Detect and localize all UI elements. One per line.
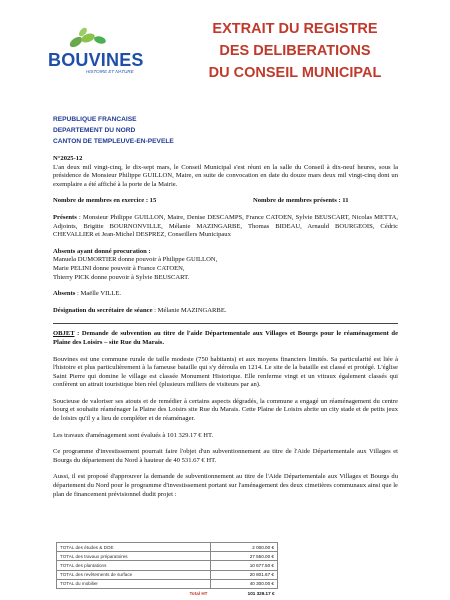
table-row (57, 552, 278, 561)
row-label: TOTAL des études & DOE (57, 543, 211, 552)
row-value: 2 000.00 € (211, 543, 278, 552)
secretary-paragraph (53, 307, 398, 316)
deliberation-number: N°2025-12 (53, 155, 83, 162)
row-label: TOTAL du mobilier (57, 579, 211, 588)
member-counts (53, 197, 398, 206)
divider (53, 323, 398, 324)
present-text: : Monsieur Philippe GUILLON, Maire, Denise DESCAMPS, France CATOEN, Sylvie BEUSCART, Nicolas METTA, Adjoints, Brigitte BOURNONVILLE, Mélanie MAZINGARBE, Thomas BIDEAU, Arnauld BOURGEOIS, Cédric CHEVALLIER et Jean-Michel DESPREZ, Conseillers Municipaux (53, 213, 398, 239)
proxy-item: Thierry PICK donne pouvoir à Sylvie BEUSCART. (53, 273, 190, 281)
total-label: Total HT (189, 590, 208, 596)
bouvines-logo (46, 26, 144, 76)
financing-table (56, 542, 278, 597)
title-line-2: DES DELIBERATIONS (219, 43, 371, 59)
proxy-label: Absents ayant donné procuration : (53, 247, 151, 255)
row-value: 27 550.00 € (211, 552, 278, 561)
title-line-1: EXTRAIT DU REGISTRE (212, 21, 378, 37)
row-label: TOTAL des plantations (57, 561, 211, 570)
table-row (57, 543, 278, 552)
intro-paragraph: L'an deux mil vingt-cinq, le dix-sept mars, le Conseil Municipal s'est réuni en la salle du Conseil à dix-neuf heures, sous la présidence de Monsieur Philippe GUILLON, Maire, en suite de convocation en date du douze mars deux mil vingt-cinq dont un exemplaire a été affiché à la porte de la Mairie. (53, 163, 398, 188)
project-paragraph: Soucieuse de valoriser ses atouts et de remédier à certains aspects dégradés, la commune a engagé un réaménagement du centre bourg et souhaite réaménager la Plaine des Loisirs site Rue du Marais. Cette Plaine de Loisirs abrite un city stade et de petits jeux de loisirs qu'il y a lieu de compléter et de réaménager. (53, 397, 398, 423)
absents-text: : Maëlle VILLE. (75, 290, 122, 298)
secretary-label: Désignation du secrétaire de séance (53, 306, 153, 314)
absents-paragraph (53, 290, 398, 299)
present-label: Présents (53, 213, 77, 221)
table-row (57, 579, 278, 588)
members-in-office: Nombre de membres en exercice : 15 (53, 197, 157, 205)
object-text: : Demande de subvention au titre de l'aide Départementale aux Villages et Bourgs pour le réaménagement de Plaine des Loisirs – site Rue du Marais. (53, 330, 398, 346)
proxy-item: Marie PELINI donne pouvoir à France CATOEN, (53, 264, 185, 272)
members-present: Nombre de membres présents : 11 (253, 197, 349, 205)
logo-name: BOUVINES (48, 50, 144, 70)
proposal-paragraph: Aussi, il est proposé d'approuver la demande de subventionnement au titre de l'Aide Départementale aux Villages et Bourgs du département du Nord pour le programme d'investissement portant sur l'aménagement des deux cimetières communaux ainsi que le plan de financement prévisionnel dudit projet : (53, 473, 398, 498)
absents-label: Absents (53, 290, 76, 298)
row-label: TOTAL des travaux préparatoires (57, 552, 211, 561)
secretary-text: : Mélanie MAZINGARBE. (152, 306, 227, 314)
row-value: 40 300.00 € (211, 579, 278, 588)
cost-paragraph: Les travaux d'aménagement sont évalués à 101 329.17 € HT. (53, 431, 214, 439)
table-row (57, 570, 278, 579)
deliberation-body (53, 155, 398, 507)
row-value: 10 677.50 € (211, 561, 278, 570)
authority-block (53, 114, 174, 147)
authority-department: DEPARTEMENT DU NORD (53, 127, 136, 134)
total-value: 101 329.17 € (247, 590, 275, 596)
authority-canton: CANTON DE TEMPLEUVE-EN-PEVELE (53, 138, 174, 145)
row-value: 20 801.67 € (211, 570, 278, 579)
authority-republic: REPUBLIQUE FRANCAISE (53, 116, 137, 123)
subsidy-paragraph: Ce programme d'investissement pourrait faire l'objet d'un subventionnement au titre de l'Aide Départementale aux Villages et Bourgs du département du Nord à hauteur de 40 531.67 € HT. (53, 448, 398, 464)
logo-tagline: HISTOIRE ET NATURE (86, 69, 134, 74)
proxy-block (53, 248, 398, 282)
object-label: OBJET (53, 330, 75, 338)
table-row (57, 561, 278, 570)
page-title (180, 18, 410, 84)
total-row (57, 588, 278, 597)
present-paragraph (53, 214, 398, 240)
title-line-3: DU CONSEIL MUNICIPAL (208, 65, 382, 81)
row-label: TOTAL des revêtements de surface (57, 570, 211, 579)
context-paragraph: Bouvines est une commune rurale de taille modeste (750 habitants) et aux moyens financiers limités. Sa particularité est liée à l'histoire et plus particulièrement à la fameuse bataille qui s'y déroula en 1214. Le site de la bataille est classé et protégé. L'église Saint Pierre qui domine le village est classée Monument Historique. Elle renferme vingt et un vitraux également classés qui confèrent un attrait touristique bien réel (plusieurs milliers de visiteurs par an). (53, 355, 398, 389)
object-paragraph (53, 330, 398, 347)
proxy-item: Manuela DUMORTIER donne pouvoir à Philippe GUILLON, (53, 256, 218, 264)
